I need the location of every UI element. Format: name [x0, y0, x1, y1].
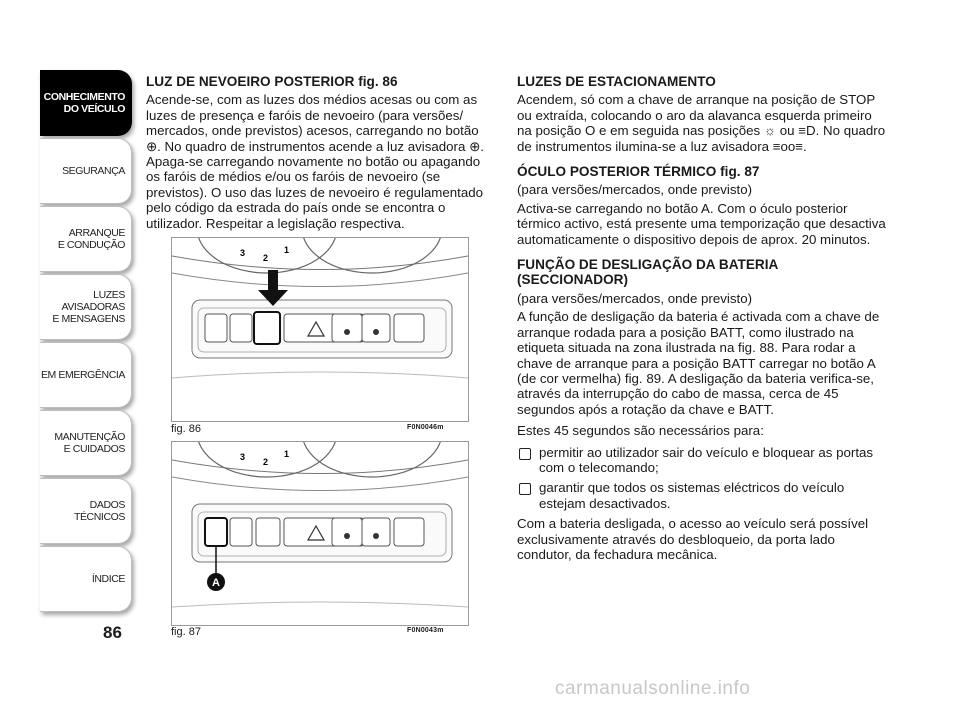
tab-label: LUZES AVISADORAS E MENSAGENS	[52, 289, 125, 325]
tab-em-emergencia[interactable]	[40, 342, 132, 408]
checkbox-bullet-icon	[519, 448, 531, 460]
chapter-sidebar	[40, 70, 132, 614]
tab-arranque-e-conducao[interactable]	[40, 206, 132, 272]
figure-86-code: F0N0046m	[407, 424, 444, 431]
list-item: permitir ao utilizador sair do veículo e bloquear as portas com o telecomando;	[517, 445, 887, 476]
section-title-rear-fog: LUZ DE NEVOEIRO POSTERIOR fig. 86	[146, 74, 398, 89]
section-body-parking-lights: Acendem, só com a chave de arranque na posição de STOP ou extraída, colocando o aro da alavanca esquerda primeiro na posição O e em seguida nas posições ☼ ou ≡D. No quadro de instrumentos ilumina-se a luz avisadora ≡oo≡.	[517, 92, 886, 154]
battery-list	[517, 445, 887, 512]
section-title-parking-lights: LUZES DE ESTACIONAMENTO	[517, 74, 716, 89]
section-body-rear-defrost: Activa-se carregando no botão A. Com o óculo posterior térmico activo, está presente uma temporização que desactiva automaticamente o dispositivo depois de aprox. 20 minutos.	[517, 200, 886, 247]
page-number: 86	[103, 623, 122, 642]
section-end-battery-disconnect: Com a bateria desligada, o acesso ao veículo será possível exclusivamente através do desbloqueio, da porta lado condutor, da fechadura mecânica.	[517, 516, 869, 562]
dial-number: 3	[240, 452, 246, 462]
tab-label: CONHECIMENTO DO VEÍCULO	[43, 91, 125, 115]
section-body-battery-disconnect: A função de desligação da bateria é activada com a chave de arranque rodada para a posição BATT, como ilustrado na etiqueta situada na zona ilustrada na fig. 88. Para rodar a chave de arranque para a posição BATT carregar no botão A (de cor vermelha) fig. 89. A desligação da bateria verifica-se, através da interrupção do cabo de massa, cerca de 45 segundos após a rotação da chave e BATT.	[517, 309, 880, 417]
tab-conhecimento-do-veiculo[interactable]	[40, 70, 132, 136]
list-item: garantir que todos os sistemas eléctricos do veículo estejam desactivados.	[517, 480, 887, 511]
tab-label: DADOS TÉCNICOS	[73, 499, 125, 523]
tab-label: EM EMERGÊNCIA	[40, 369, 125, 381]
callout-a-label: A	[212, 577, 220, 589]
tab-label: MANUTENÇÃO E CUIDADOS	[54, 431, 125, 455]
tab-label: SEGURANÇA	[62, 165, 125, 177]
dashboard-rear-defrost-illustration	[172, 442, 468, 625]
tab-label: ÍNDICE	[91, 573, 125, 585]
tab-indice[interactable]	[40, 546, 132, 612]
tab-dados-tecnicos[interactable]	[40, 478, 132, 544]
left-column	[146, 74, 496, 237]
tab-luzes-avisadoras[interactable]	[40, 274, 132, 340]
figure-86	[171, 237, 469, 422]
tab-label: ARRANQUE E CONDUÇÃO	[57, 227, 125, 251]
figure-87-label: fig. 87	[171, 626, 201, 638]
figure-87	[171, 441, 469, 626]
right-column	[517, 74, 887, 568]
watermark: carmanualsonline.info	[555, 678, 751, 699]
figure-87-code: F0N0043m	[407, 627, 444, 634]
section-title-battery-disconnect: FUNÇÃO DE DESLIGAÇÃO DA BATERIA (SECCIONADOR)	[517, 257, 778, 288]
section-body-rear-fog: Acende-se, com as luzes dos médios acesas ou com as luzes de presença e faróis de nevoeiro (para versões/ mercados, onde previstos) acesos, carregando no botão ⊕. No quadro de instrumentos acende a luz avisadora ⊕. Apaga-se carregando novamente no botão ou apagando os faróis de médios e/ou os faróis de nevoeiro (se previstos). O uso das luzes de nevoeiro é regulamentado pelo código da estrada do país onde se encontra o utilizador. Respeitar a legislação respectiva.	[146, 92, 484, 231]
dial-number: 2	[263, 253, 269, 263]
dial-number: 1	[284, 449, 290, 459]
checkbox-bullet-icon	[519, 483, 531, 495]
dashboard-switch-panel-illustration	[172, 238, 468, 421]
section-title-rear-defrost: ÓCULO POSTERIOR TÉRMICO fig. 87	[517, 164, 760, 180]
section-subtitle-rear-defrost: (para versões/mercados, onde previsto)	[517, 182, 753, 198]
tab-manutencao-e-cuidados[interactable]	[40, 410, 132, 476]
dial-number: 2	[263, 457, 269, 467]
section-intro-battery-list: Estes 45 segundos são necessários para:	[517, 423, 764, 439]
figure-86-label: fig. 86	[171, 423, 201, 435]
dial-number: 1	[284, 245, 290, 255]
tab-seguranca[interactable]	[40, 138, 132, 204]
dial-number: 3	[240, 248, 246, 258]
section-subtitle-battery-disconnect: (para versões/mercados, onde previsto)	[517, 290, 753, 306]
